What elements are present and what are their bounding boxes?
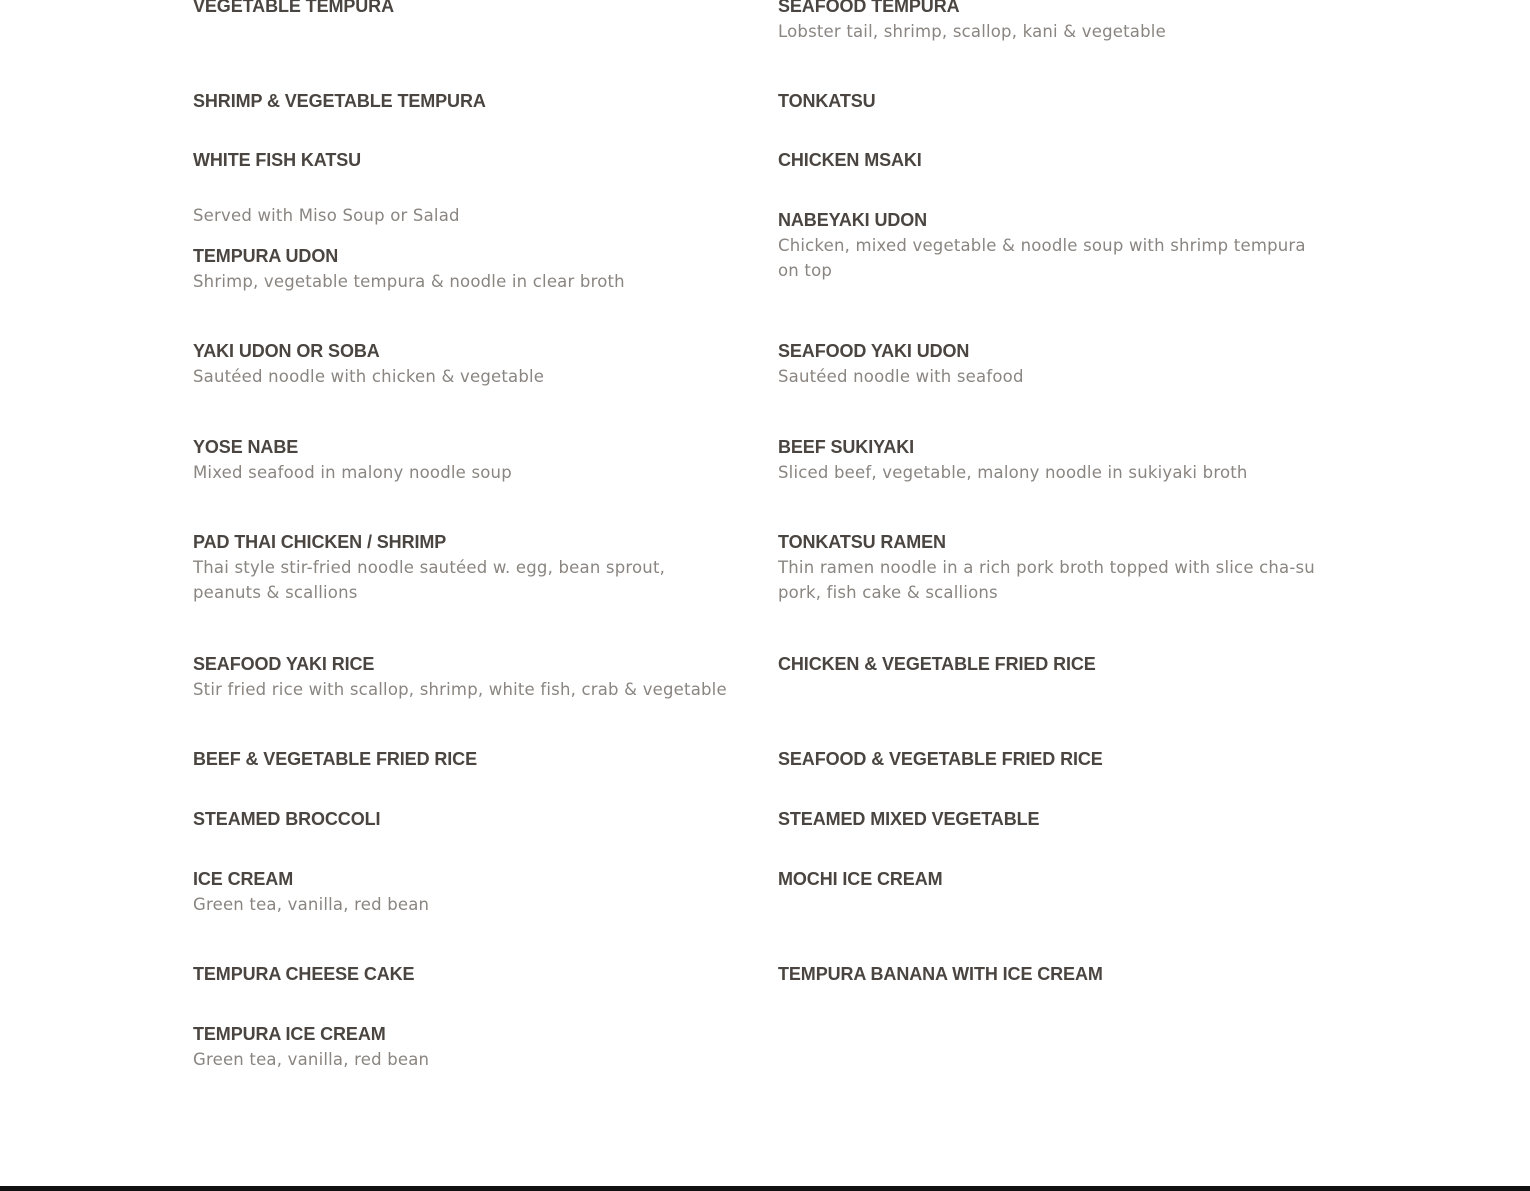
- menu-item-shrimp-vegetable-tempura: [193, 89, 738, 113]
- menu-item-name: PAD THAI CHICKEN / SHRIMP: [193, 532, 447, 552]
- menu-item-steamed-broccoli: [193, 807, 738, 831]
- menu-item-name: WHITE FISH KATSU: [193, 150, 362, 170]
- menu-item-tonkatsu: [778, 89, 1323, 113]
- menu-item-name: TONKATSU: [778, 91, 876, 111]
- menu-item-name: MOCHI ICE CREAM: [778, 869, 943, 889]
- menu-item-steamed-mixed-vegetable: [778, 807, 1323, 831]
- menu-item-name: ICE CREAM: [193, 869, 294, 889]
- menu-item-description: Shrimp, vegetable tempura & noodle in clear broth: [193, 272, 625, 291]
- menu-item-name: TONKATSU RAMEN: [778, 532, 946, 552]
- menu-item-name: SEAFOOD & VEGETABLE FRIED RICE: [778, 749, 1103, 769]
- menu-item-name: BEEF SUKIYAKI: [778, 437, 915, 457]
- menu-item-name: TEMPURA BANANA WITH ICE CREAM: [778, 964, 1103, 984]
- menu-item-chicken-vegetable-fried-rice: [778, 652, 1323, 676]
- menu-item-tempura-banana: [778, 962, 1323, 986]
- menu-item-nabeyaki-udon: [778, 208, 1323, 283]
- menu-item-seafood-tempura: [778, 0, 1323, 44]
- menu-item-name: TEMPURA UDON: [193, 246, 339, 266]
- menu-item-seafood-vegetable-fried-rice: [778, 747, 1323, 771]
- menu-item-seafood-yaki-rice: [193, 652, 738, 702]
- menu-item-tempura-ice-cream: [193, 1022, 738, 1072]
- menu-item-white-fish-katsu: [193, 148, 738, 172]
- menu-item-description: Sautéed noodle with chicken & vegetable: [193, 367, 545, 386]
- menu-item-description: Thai style stir-fried noodle sautéed w. egg, bean sprout, peanuts & scallions: [193, 558, 666, 602]
- menu-item-name: TEMPURA ICE CREAM: [193, 1024, 386, 1044]
- served-with-note: Served with Miso Soup or Salad: [193, 206, 460, 225]
- menu-item-name: CHICKEN & VEGETABLE FRIED RICE: [778, 654, 1096, 674]
- menu-item-name: CHICKEN MSAKI: [778, 150, 922, 170]
- menu-item-beef-sukiyaki: [778, 435, 1323, 485]
- footer-bar: [0, 1186, 1530, 1191]
- menu-item-name: SEAFOOD TEMPURA: [778, 0, 960, 16]
- menu-item-tonkatsu-ramen: [778, 530, 1323, 605]
- menu-item-description: Sliced beef, vegetable, malony noodle in sukiyaki broth: [778, 463, 1248, 482]
- menu-item-yose-nabe: [193, 435, 738, 485]
- menu-item-name: STEAMED BROCCOLI: [193, 809, 381, 829]
- menu-item-tempura-udon: [193, 244, 738, 294]
- menu-item-seafood-yaki-udon: [778, 339, 1323, 389]
- menu-item-name: BEEF & VEGETABLE FRIED RICE: [193, 749, 477, 769]
- menu-item-name: SEAFOOD YAKI UDON: [778, 341, 970, 361]
- menu-item-yaki-udon-or-soba: [193, 339, 738, 389]
- menu-item-name: STEAMED MIXED VEGETABLE: [778, 809, 1040, 829]
- menu-item-description: Lobster tail, shrimp, scallop, kani & vegetable: [778, 22, 1166, 41]
- menu-item-name: YOSE NABE: [193, 437, 299, 457]
- menu-item-description: Mixed seafood in malony noodle soup: [193, 463, 512, 482]
- menu-item-chicken-msaki: [778, 148, 1323, 172]
- menu-item-description: Green tea, vanilla, red bean: [193, 895, 430, 914]
- menu-item-description: Stir fried rice with scallop, shrimp, white fish, crab & vegetable: [193, 680, 727, 699]
- menu-item-pad-thai: [193, 530, 738, 605]
- menu-item-name: SEAFOOD YAKI RICE: [193, 654, 375, 674]
- menu-item-description: Thin ramen noodle in a rich pork broth topped with slice cha-su pork, fish cake & scallions: [778, 558, 1315, 602]
- menu-item-name: NABEYAKI UDON: [778, 210, 928, 230]
- menu-item-description: Chicken, mixed vegetable & noodle soup with shrimp tempura on top: [778, 236, 1306, 280]
- menu-item-name: TEMPURA CHEESE CAKE: [193, 964, 415, 984]
- menu-item-mochi-ice-cream: [778, 867, 1323, 891]
- menu-item-name: SHRIMP & VEGETABLE TEMPURA: [193, 91, 486, 111]
- menu-item-beef-vegetable-fried-rice: [193, 747, 738, 771]
- menu-item-description: Green tea, vanilla, red bean: [193, 1050, 430, 1069]
- menu-item-vegetable-tempura: [193, 0, 738, 18]
- menu-item-name: VEGETABLE TEMPURA: [193, 0, 394, 16]
- menu-item-tempura-cheese-cake: [193, 962, 738, 986]
- menu-item-name: YAKI UDON OR SOBA: [193, 341, 380, 361]
- menu-item-description: Sautéed noodle with seafood: [778, 367, 1024, 386]
- menu-item-ice-cream: [193, 867, 738, 917]
